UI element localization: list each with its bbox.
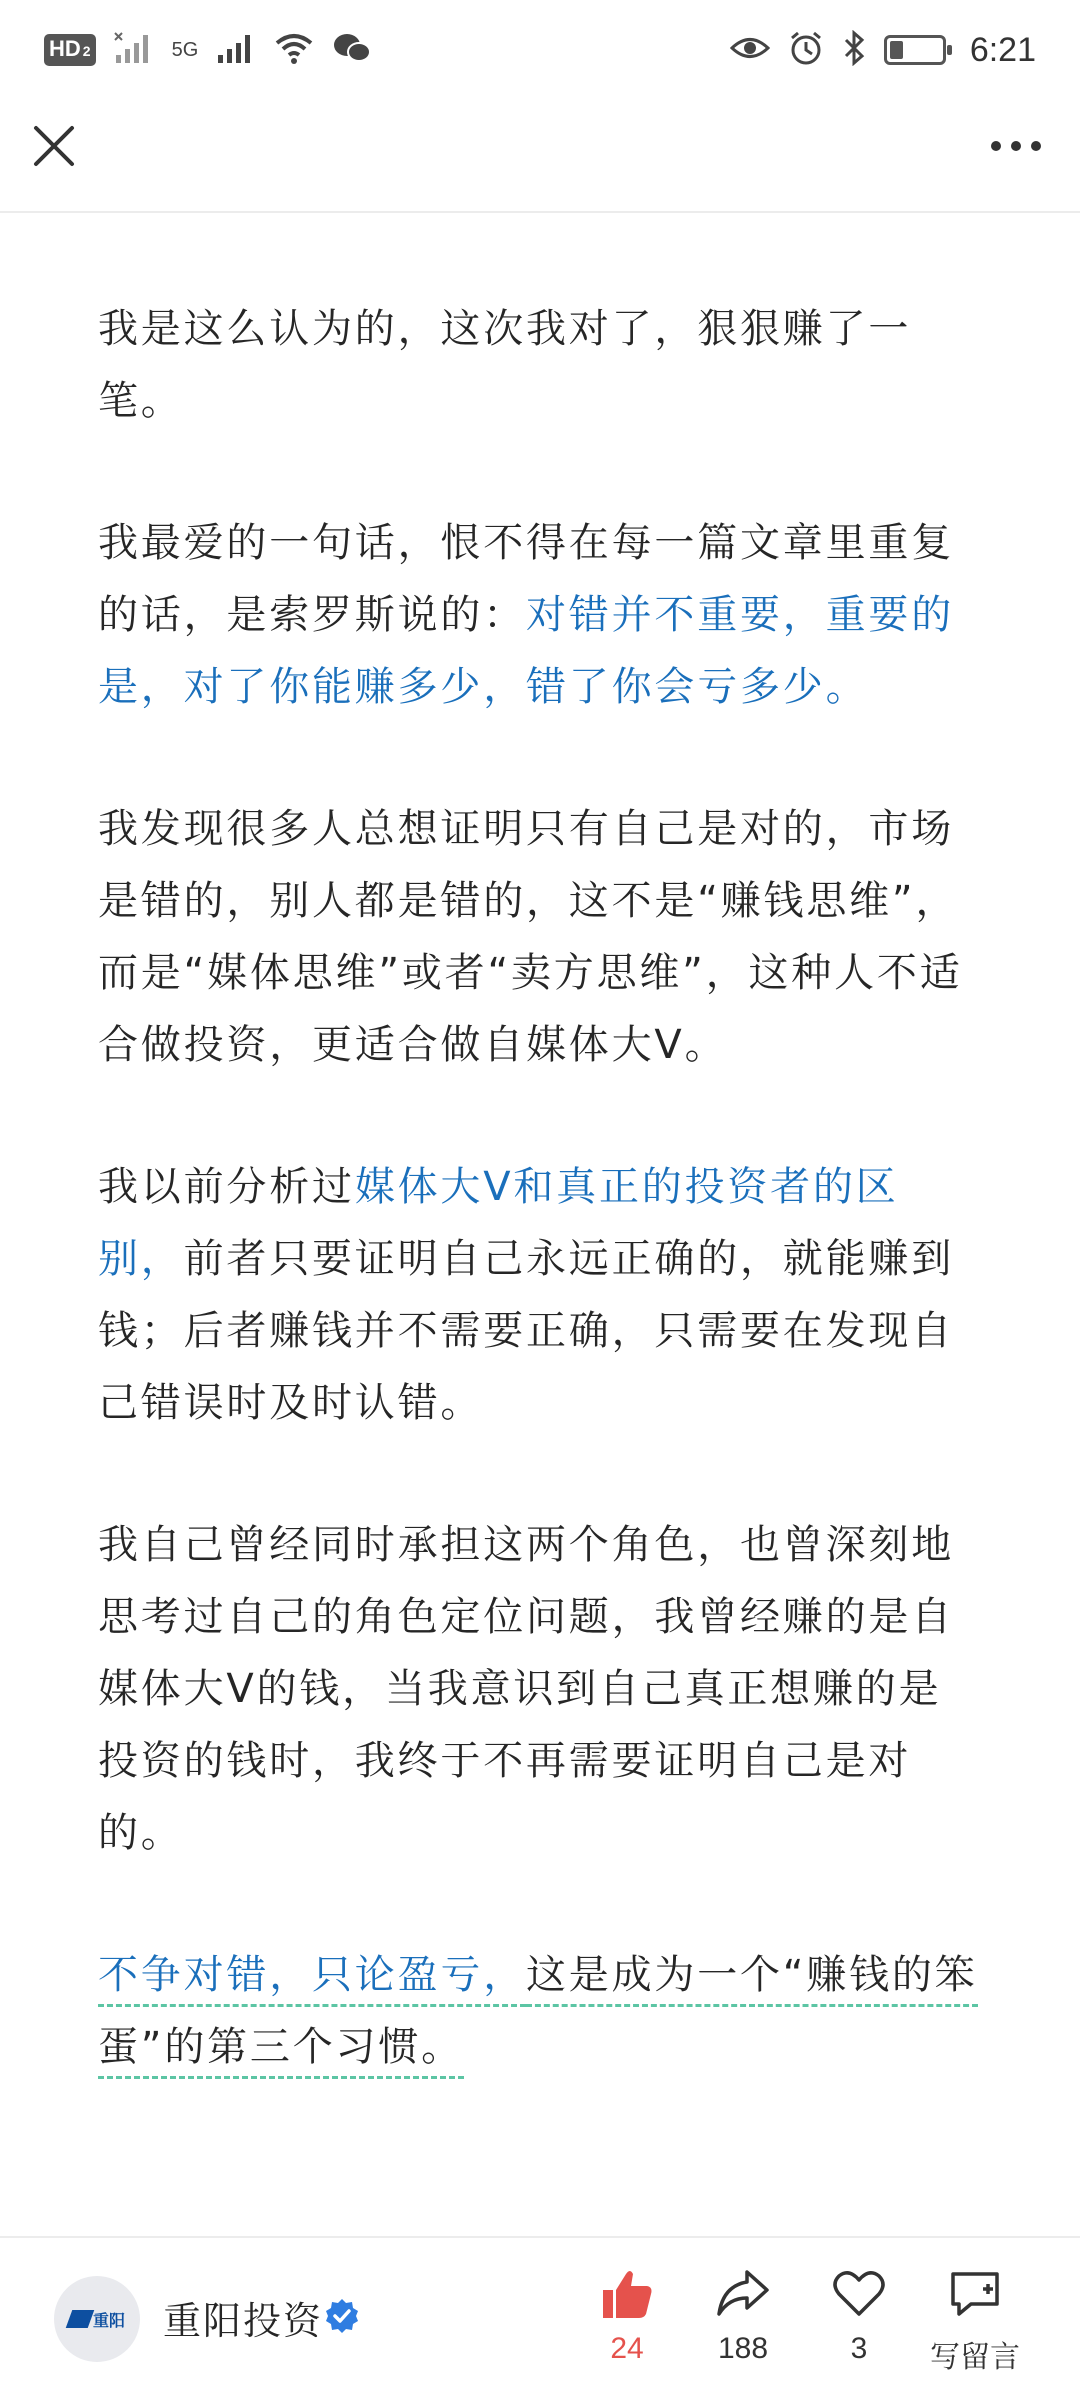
paragraph-text: 前者只要证明自己永远正确的，就能赚到钱；后者赚钱并不需要正确，只需要在发现自己错误时及时认错。 — [98, 1236, 955, 1426]
thumbs-up-icon — [599, 2268, 655, 2320]
share-count: 188 — [717, 2332, 769, 2365]
favorite-button[interactable] — [804, 2268, 914, 2366]
comment-label: 写留言 — [930, 2341, 1020, 2374]
wechat-icon — [332, 31, 372, 70]
paragraph-text: 我以前分析过 — [98, 1164, 355, 1210]
article-paragraph — [98, 1509, 980, 1869]
article-paragraph — [98, 507, 980, 723]
comment-icon — [947, 2268, 1003, 2320]
paragraph-text: 我发现很多人总想证明只有自己是对的，市场是错的，别人都是错的，这不是“赚钱思维”，而是“媒体思维”或者“卖方思维”，这种人不适合做投资，更适合做自媒体大V。 — [98, 806, 963, 1068]
close-icon[interactable] — [30, 122, 78, 170]
comment-button[interactable] — [920, 2268, 1030, 2376]
status-time: 6:21 — [969, 30, 1036, 69]
account-name[interactable]: 重阳投资 — [163, 2299, 324, 2343]
status-bar — [0, 0, 1080, 100]
network-type: 5G — [171, 38, 199, 61]
share-icon — [715, 2268, 771, 2320]
clipped-previous-line — [98, 213, 980, 253]
favorite-count: 3 — [850, 2332, 868, 2365]
avatar-text: 重阳 — [92, 2312, 125, 2330]
article-paragraph — [98, 1939, 980, 2083]
verified-icon — [324, 2298, 360, 2334]
hd-badge: HD 2 — [44, 34, 96, 66]
battery-fill — [890, 41, 903, 59]
bluetooth-icon — [842, 30, 866, 71]
like-button[interactable] — [572, 2268, 682, 2366]
highlighted-link-text[interactable]: 不争对错，只论盈亏， — [98, 1952, 526, 2007]
eye-icon — [730, 31, 770, 70]
avatar[interactable] — [54, 2276, 140, 2362]
logo-mark — [66, 2310, 95, 2328]
heart-icon — [831, 2268, 887, 2320]
alarm-icon — [788, 30, 824, 71]
bottom-bar — [0, 2236, 1080, 2400]
paragraph-text: 我是这么认为的，这次我对了，狠狠赚了一笔。 — [98, 306, 912, 424]
article-paragraph — [98, 293, 980, 437]
article-body — [98, 213, 980, 2233]
paragraph-text: 这是成为一个“赚钱的笨蛋”的第三个习惯。 — [98, 1952, 978, 2079]
signal-icon — [114, 31, 154, 70]
paragraphs — [98, 293, 980, 2083]
signal-strength-icon — [216, 31, 256, 70]
paragraph-text: 我最爱的一句话，恨不得在每一篇文章里重复的话，是索罗斯说的： — [98, 520, 954, 638]
nav-bar — [0, 100, 1080, 213]
status-left — [44, 31, 372, 70]
avatar-logo — [69, 2308, 125, 2331]
share-button[interactable] — [688, 2268, 798, 2366]
status-right — [730, 30, 1036, 71]
paragraph-text: 我自己曾经同时承担这两个角色，也曾深刻地思考过自己的角色定位问题，我曾经赚的是自媒体大V的钱，当我意识到自己真正想赚的是投资的钱时，我终于不再需要证明自己是对的。 — [98, 1522, 954, 1856]
battery-icon — [884, 35, 946, 65]
highlighted-link-text[interactable]: 媒体大V和真正的投资者的区别， — [98, 1164, 899, 1282]
wifi-icon — [274, 31, 314, 70]
article-paragraph — [98, 1151, 980, 1439]
article-paragraph — [98, 793, 980, 1081]
more-icon[interactable] — [986, 122, 1046, 170]
highlighted-link-text[interactable]: 对错并不重要，重要的是，对了你能赚多少，错了你会亏多少。 — [98, 592, 954, 710]
like-count: 24 — [610, 2332, 644, 2365]
